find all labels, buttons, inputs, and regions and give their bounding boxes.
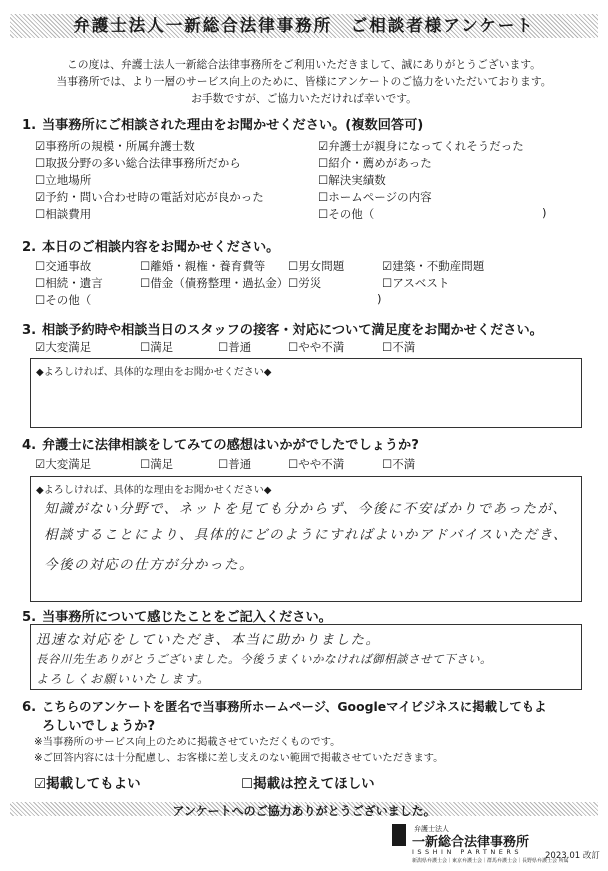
q2-option-asbestos[interactable]: ☐アスベスト <box>382 276 450 290</box>
q5-handwriting-line-1: 迅速な対応をしていただき、本当に助かりました。 <box>36 632 381 648</box>
q5-title: 当事務所について感じたことをご記入ください。 <box>42 610 332 625</box>
logo-subtext: 新潟県弁護士会｜東京弁護士会｜群馬弁護士会｜長野県弁護士会 所属 <box>412 858 569 864</box>
q1-option-caring[interactable]: ☑弁護士が親身になってくれそうだった <box>318 139 524 153</box>
q2-heading <box>22 236 279 255</box>
q1-other-close: ) <box>542 206 547 220</box>
q4-option-slightly-dissatisfied[interactable]: ☐やや不満 <box>288 457 345 471</box>
logo-mark-icon <box>392 824 406 846</box>
q4-heading <box>22 434 419 453</box>
logo-small-text: 弁護士法人 <box>414 825 449 833</box>
q2-number: 2. <box>22 240 37 255</box>
q4-option-very-satisfied[interactable]: ☑大変満足 <box>35 457 92 471</box>
q5-heading <box>22 606 332 625</box>
q4-option-normal[interactable]: ☐普通 <box>218 457 252 471</box>
q1-option-referral[interactable]: ☐紹介・薦めがあった <box>318 156 432 170</box>
q5-handwriting-line-3: よろしくお願いいたします。 <box>36 672 211 686</box>
footer-logo <box>392 824 592 868</box>
q4-comment-label: ◆よろしければ、具体的な理由をお聞かせください◆ <box>36 485 272 496</box>
q3-comment-label: ◆よろしければ、具体的な理由をお聞かせください◆ <box>36 367 272 378</box>
revision-label: 2023.01 改訂 <box>545 851 600 861</box>
q4-number: 4. <box>22 438 37 453</box>
q6-note-2: ※ご回答内容には十分配慮し、お客様に差し支えのない範囲で掲載させていただきます。 <box>34 752 444 764</box>
q2-option-divorce[interactable]: ☐離婚・親権・養育費等 <box>140 259 266 273</box>
q6-option-allow[interactable]: ☑掲載してもよい <box>34 776 141 792</box>
q1-option-fee[interactable]: ☐相談費用 <box>35 207 92 221</box>
q6-option-decline[interactable]: ☐掲載は控えてほしい <box>241 776 375 792</box>
q2-option-debt[interactable]: ☐借金（債務整理・過払金） <box>140 276 289 290</box>
q2-option-relationship[interactable]: ☐男女問題 <box>288 259 345 273</box>
q3-option-slightly-dissatisfied[interactable]: ☐やや不満 <box>288 340 345 354</box>
q1-option-homepage[interactable]: ☐ホームページの内容 <box>318 190 432 204</box>
q4-handwriting-line-1: 知識がない分野で、ネットを見ても分からず、今後に不安ばかりであったが、 <box>44 501 568 517</box>
q5-handwriting-line-2: 長谷川先生ありがとうございました。今後うまくいかなければ御相談させて下さい。 <box>36 652 492 666</box>
q6-title-line-2: ろしいでしょうか? <box>42 719 156 734</box>
q6-note-1: ※当事務所のサービス向上のために掲載させていただくものです。 <box>34 736 341 748</box>
logo-name: 一新総合法律事務所 <box>412 835 530 850</box>
intro-line-1: この度は、弁護士法人一新総合法律事務所をご利用いただきまして、誠にありがとうございます。 <box>67 58 541 71</box>
q2-option-other[interactable]: ☐その他（ <box>35 293 92 307</box>
q2-title: 本日のご相談内容をお聞かせください。 <box>42 240 280 255</box>
q1-number: 1. <box>22 118 37 133</box>
q5-number: 5. <box>22 610 37 625</box>
footer-thanks: アンケートへのご協力ありがとうございました。 <box>172 804 436 818</box>
q2-other-close: ) <box>377 292 382 306</box>
page-title: 弁護士法人一新総合法律事務所 ご相談者様アンケート <box>73 16 535 35</box>
q6-number: 6. <box>22 700 37 715</box>
q4-handwriting-line-3: 今後の対応の仕方が分かった。 <box>44 557 254 573</box>
q4-handwriting-line-2: 相談することにより、具体的にどのようにすればよいかアドバイスいただき、 <box>44 527 569 543</box>
logo-english: ISSHIN PARTNERS <box>412 848 522 856</box>
q3-number: 3. <box>22 323 37 338</box>
q4-option-dissatisfied[interactable]: ☐不満 <box>382 457 416 471</box>
q1-option-location[interactable]: ☐立地場所 <box>35 173 92 187</box>
q3-title: 相談予約時や相談当日のスタッフの接客・対応について満足度をお聞かせください。 <box>42 323 543 338</box>
q4-title: 弁護士に法律相談をしてみての感想はいかがでしたでしょうか? <box>42 438 419 453</box>
q3-option-normal[interactable]: ☐普通 <box>218 340 252 354</box>
q4-option-satisfied[interactable]: ☐満足 <box>140 457 174 471</box>
q3-option-very-satisfied[interactable]: ☑大変満足 <box>35 340 92 354</box>
q2-option-traffic[interactable]: ☐交通事故 <box>35 259 92 273</box>
q1-option-scale[interactable]: ☑事務所の規模・所属弁護士数 <box>35 139 195 153</box>
q1-option-results[interactable]: ☐解決実績数 <box>318 173 386 187</box>
q1-option-fields[interactable]: ☐取扱分野の多い総合法律事務所だから <box>35 156 241 170</box>
q6-title-line-1: こちらのアンケートを匿名で当事務所ホームページ、Googleマイビジネスに掲載してもよ <box>42 699 547 714</box>
q1-option-phone[interactable]: ☑予約・問い合わせ時の電話対応が良かった <box>35 190 264 204</box>
q2-option-inheritance[interactable]: ☐相続・遺言 <box>35 276 103 290</box>
intro-line-3: お手数ですが、ご協力いただければ幸いです。 <box>191 92 417 105</box>
q1-heading <box>22 114 423 133</box>
q3-option-dissatisfied[interactable]: ☐不満 <box>382 340 416 354</box>
intro-line-2: 当事務所では、より一層のサービス向上のために、皆様にアンケートのご協力をいただいております。 <box>56 75 552 88</box>
q3-heading <box>22 319 543 338</box>
q1-title: 当事務所にご相談された理由をお聞かせください。(複数回答可) <box>42 118 424 133</box>
q2-option-labor[interactable]: ☐労災 <box>288 276 322 290</box>
q2-option-realestate[interactable]: ☑建築・不動産問題 <box>382 259 485 273</box>
q6-heading <box>22 697 547 715</box>
q3-option-satisfied[interactable]: ☐満足 <box>140 340 174 354</box>
q1-option-other[interactable]: ☐その他（ <box>318 207 375 221</box>
